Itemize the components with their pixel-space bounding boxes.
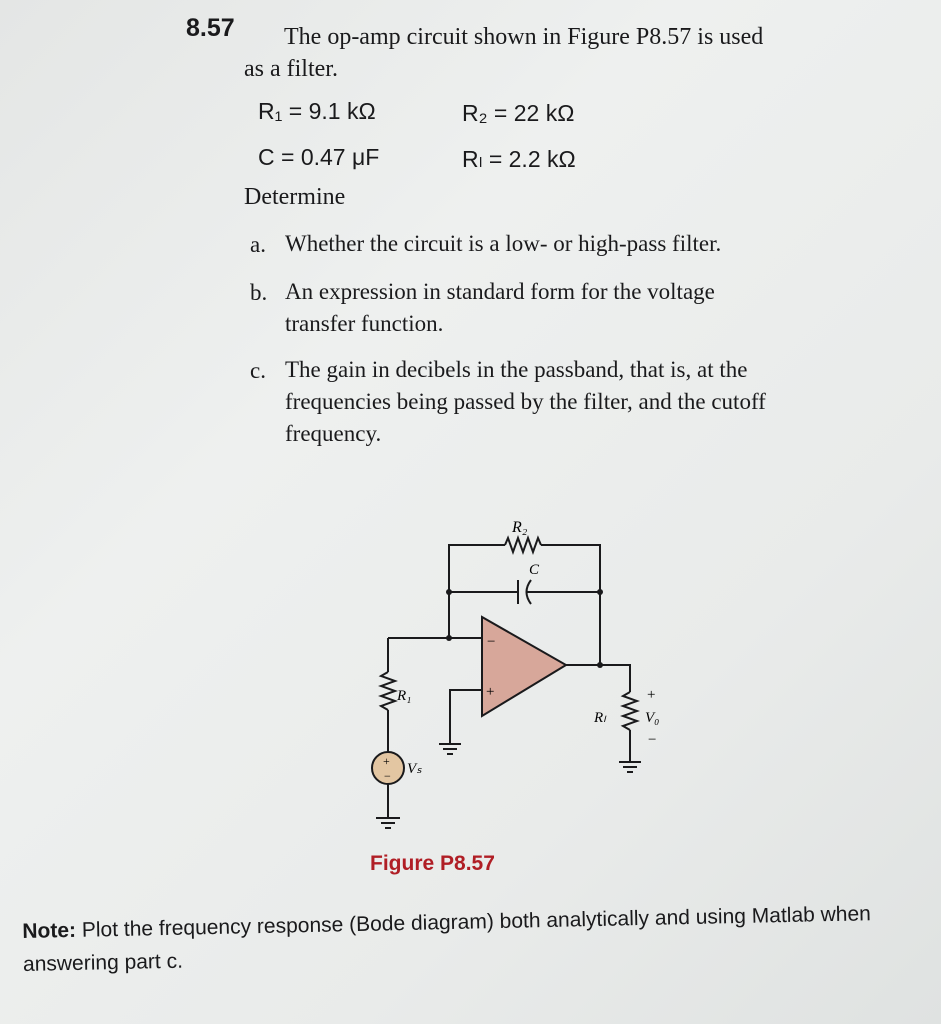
figure-caption: Figure P8.57 (370, 852, 495, 875)
resistor-r1 (381, 672, 395, 710)
junction-feedback-left (446, 589, 452, 595)
item-c-marker: c. (250, 358, 266, 383)
problem-statement-line2: as a filter. (244, 56, 338, 82)
param-c: C = 0.47 μF (258, 144, 380, 170)
junction-feedback-right (597, 589, 603, 595)
item-c-text: The gain in decibels in the passband, that is, at the frequencies being passed by the filter, and the cutoff frequency. (285, 357, 766, 446)
note-text: Plot the frequency response (Bode diagram) both analytically and using Matlab when answering part c. (22, 902, 872, 976)
label-r2: R₂ (512, 519, 528, 536)
item-b-text: An expression in standard form for the voltage transfer function. (285, 279, 715, 336)
wire-feedback-r2-right (541, 545, 600, 665)
wire-output (566, 665, 630, 692)
label-source-minus: − (384, 769, 391, 783)
problem-number: 8.57 (186, 14, 235, 42)
junction-inverting (446, 635, 452, 641)
label-c: C (529, 562, 540, 578)
junction-output (597, 662, 603, 668)
note-label: Note: (22, 918, 77, 943)
label-vo: V₀ (645, 710, 660, 726)
label-plus-input: + (486, 684, 495, 700)
label-minus-output: − (648, 732, 657, 748)
resistor-r2 (505, 538, 541, 552)
param-rl: Rₗ = 2.2 kΩ (462, 146, 576, 172)
param-r2: R₂ = 22 kΩ (462, 100, 575, 126)
item-b-marker: b. (250, 280, 268, 305)
label-source-plus: + (383, 754, 390, 768)
item-a-marker: a. (250, 232, 266, 257)
label-minus-input: − (487, 634, 496, 650)
resistor-rl (623, 692, 637, 730)
param-r1: R₁ = 9.1 kΩ (258, 98, 376, 124)
wire-noninverting-input (450, 690, 482, 744)
label-plus-output: + (647, 687, 656, 703)
op-amp (482, 617, 566, 716)
label-r1: R₁ (397, 688, 412, 704)
item-a-text: Whether the circuit is a low- or high-pass filter. (285, 231, 722, 256)
label-vs: Vₛ (407, 761, 422, 777)
determine-heading: Determine (244, 184, 346, 210)
problem-statement-line1: The op-amp circuit shown in Figure P8.57 is used (284, 24, 764, 50)
label-rl: Rₗ (594, 710, 606, 726)
